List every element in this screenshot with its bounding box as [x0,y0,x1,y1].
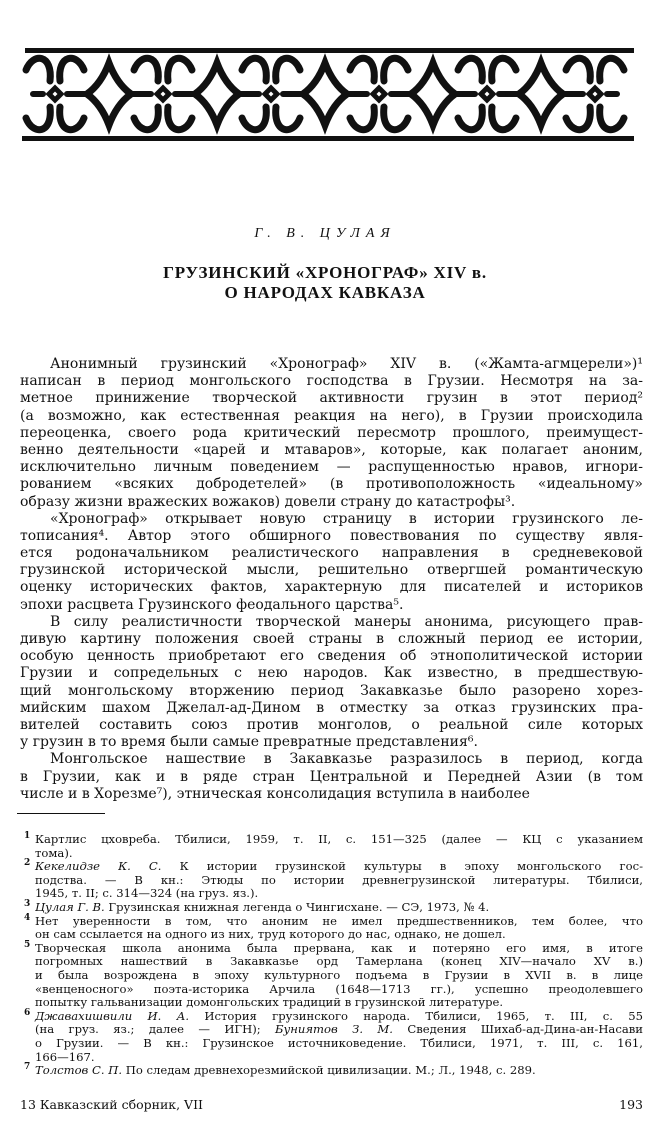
decorative-ornament-band [0,0,650,150]
ornament-diamond [87,63,131,125]
footnote-line [35,1023,643,1037]
footnote-text: «венценосного» поэта-историка Арчила (1648—1713 гг.), успешно преодолевшего [35,981,643,996]
footnote-divider [17,813,105,814]
text-line: эпохи расцвета Грузинского феодального царства⁵. [20,596,404,613]
footnote-line [35,969,643,983]
footnote-text: Творческая школа анонима была прервана, как и потеряно его имя, в итоге [35,940,643,955]
ornament-curl [242,107,266,130]
footnote-line [35,928,643,942]
ornament-curl [600,58,624,81]
text-line: Анонимный грузинский «Хронограф» XIV в. («Жамта-агмцерели»)¹ [50,356,643,372]
footnote-line [35,955,643,969]
footnote-number: 4 [24,912,31,923]
ornament-curl [26,107,50,130]
text-line: исключительно личным поведением — распущенностью нравов, игнори- [20,459,643,476]
cited-author: Цулая Г. В. [35,899,105,914]
ornament-star [49,88,61,100]
ornament-curl [276,107,300,130]
footnote [24,831,643,860]
footnote-text: он сам ссылается на одного из них, труд которого до нас, однако, не дошел. [35,927,506,942]
ornament-curl [60,107,84,130]
ornament-curl [458,107,482,130]
ornament-curl [492,58,516,81]
footnote-line [35,874,643,888]
footnote-line [35,983,643,997]
footnote-text: По следам древнехорезмийской цивилизации. М.; Л., 1948, с. 289. [122,1063,536,1078]
ornament-curl [600,107,624,130]
ornament-curl [492,107,516,130]
title-line: О НАРОДАХ КАВКАЗА [224,283,426,302]
text-line: мийским шахом Джелал-ад-Дином в отместку за отказ грузинских пра- [20,699,643,716]
cited-author: Джавахишвили И. А. [35,1008,190,1023]
footnote-number: 3 [24,898,31,909]
paragraph [20,356,643,511]
ornament-diamond [303,63,347,125]
ornament-star [157,88,169,100]
ornament-curl [134,107,158,130]
footnote-text: погромных нашествий в Закавказье орд Тамерлана (конец XIV—начало XV в.) [35,954,643,969]
text-line: вителей составить союз против монголов, о реальной силе которых [20,716,643,733]
footnote [24,1007,643,1064]
page-number: 193 [619,1097,643,1112]
footnote-text: 166—167. [35,1049,95,1064]
ornament-curl [168,107,192,130]
ornament-bottom-rule [22,136,634,141]
cited-author: Буниятов З. М. [275,1022,393,1037]
ornament-top-rule [25,48,634,53]
footnote-number: 7 [24,1062,31,1073]
ornament-curl [566,58,590,81]
text-line: В силу реалистичности творческой манеры анонима, рисующего прав- [50,613,643,630]
ornament-curl [566,107,590,130]
ornament-curl [134,58,158,81]
ornament-curl [276,58,300,81]
footnote [24,939,643,1010]
ornament-star [265,88,277,100]
footnote-text: 1945, т. II; с. 314—324 (на груз. яз.). [35,886,259,901]
text-line: метное принижение творческой активности грузин в этот период² [20,390,643,407]
text-line: Монгольское нашествие в Закавказье разразилось в период, когда [50,751,643,768]
footnote-text: История грузинского народа. Тбилиси, 1965, т. III, с. 55 [189,1008,643,1023]
cited-author: Толстов С. П. [35,1063,123,1078]
footnote-line [35,1064,643,1078]
paragraph [20,511,643,614]
footnote-line [35,1010,643,1024]
ornament-star [373,88,385,100]
footnote-line [35,915,643,929]
article-author: Г. В. ЦУЛАЯ [254,226,396,241]
article-title [0,263,650,303]
footnote-line [35,833,643,847]
footnote-number: 1 [24,831,31,841]
text-line: у грузин в то время были самые превратные представления⁶. [20,734,478,751]
footnote-text: тома). [35,845,73,860]
text-line: написан в период монгольского господства в Грузии. Несмотря на за- [20,373,643,390]
printer-signature: 13 Кавказский сборник, VII [20,1097,203,1112]
footnote-line [35,1051,643,1065]
footnote-line [35,942,643,956]
footnote-text: Картлис цховреба. Тбилиси, 1959, т. II, с. 151—325 (далее — КЦ с указанием [35,832,643,846]
cited-author: Кекелидзе К. С. [35,859,162,874]
title-line: ГРУЗИНСКИЙ «ХРОНОГРАФ» XIV в. [163,263,487,282]
text-line: грузинской исторической мысли, решительно отвергшей романтическую [20,562,643,579]
text-line: особую ценность приобретают его сведения об этнополитической истории [20,648,643,665]
ornament-curl [60,58,84,81]
ornament-curl [350,58,374,81]
ornament-curl [458,58,482,81]
ornament-star [481,88,493,100]
text-line: рованием «всяких добродетелей» (в противоположность «идеальному» [20,476,643,493]
ornament-curl [384,107,408,130]
text-line: оценку исторических фактов, характерную для писателей и историков [20,579,643,596]
footnote [24,858,643,901]
footnote-text: (на груз. яз.; далее — ИГН); [35,1022,276,1037]
footnote-number: 6 [24,1007,31,1018]
ornament-diamond [411,63,455,125]
text-line: (а возможно, как естественная реакция на него), в Грузии происходила [20,407,643,424]
footnote-number: 5 [24,939,31,950]
article-body [20,356,643,803]
footnote-text: К истории грузинской культуры в эпоху монгольского гос- [161,859,643,874]
footnote-line [35,887,643,901]
paragraph [20,751,643,803]
text-line: тописания⁴. Автор этого обширного повествования по существу явля- [20,527,643,544]
footnotes [24,831,643,1078]
ornament-star [589,88,601,100]
ornament-curl [26,58,50,81]
ornament-curl [168,58,192,81]
footnote-line [35,860,643,874]
footnote-line [35,847,643,861]
ornament-curl [350,107,374,130]
ornament-curl [242,58,266,81]
text-line: щий монгольскому вторжению период Закавказье было разорено хорез- [20,682,643,699]
text-line: Грузии и сопредельных с нею народов. Как известно, в предшествую- [20,665,643,682]
footnote-line [35,996,643,1010]
footnote-text: Сведения Шихаб-ад-Дина-ан-Насави [393,1022,643,1037]
footnote-text: о Грузии. — В кн.: Грузинское источниковедение. Тбилиси, 1971, т. III, с. 161, [35,1035,643,1050]
footnote-text: попытку гальванизации домонгольских традиций в грузинской литературе. [35,995,504,1010]
footnote-text: Нет уверенности в том, что аноним не имел предшественников, тем более, что [35,913,643,928]
text-line: дивую картину положения своей страны в сложный период ее истории, [20,631,643,647]
text-line: «Хронограф» открывает новую страницу в истории грузинского ле- [50,510,643,527]
text-line: венно деятельности «царей и мтаваров», которые, как полагает аноним, [20,441,643,458]
footnote-line [35,901,643,915]
footnote-number: 2 [24,858,31,869]
text-line: образу жизни вражеских вожаков) довели страну до катастрофы³. [20,493,516,510]
text-line: ется родоначальником реалистического направления в средневековой [20,545,643,562]
footnote-text: подства. — В кн.: Этюды по истории древнегрузинской литературы. Тбилиси, [35,872,643,887]
footnote-text: и была возрождена в эпоху культурного подъема в Грузии в XVII в. в лице [35,967,643,982]
text-line: числе и в Хорезме⁷), этническая консолидация вступила в наиболее [20,785,530,802]
footnote [24,1062,643,1078]
paragraph [20,614,643,752]
footnote [24,912,643,942]
ornament-diamond [195,63,239,125]
ornament-curl [384,58,408,81]
footnote-line [35,1037,643,1051]
text-line: в Грузии, как и в ряде стран Центральной и Передней Азии (в том [20,768,643,785]
text-line: переоценка, своего рода критический пересмотр прошлого, преимущест- [20,424,643,441]
footnote [24,898,643,915]
ornament-diamond [519,63,563,125]
footnote-text: Грузинская книжная легенда о Чингисхане. — СЭ, 1973, № 4. [104,899,490,914]
